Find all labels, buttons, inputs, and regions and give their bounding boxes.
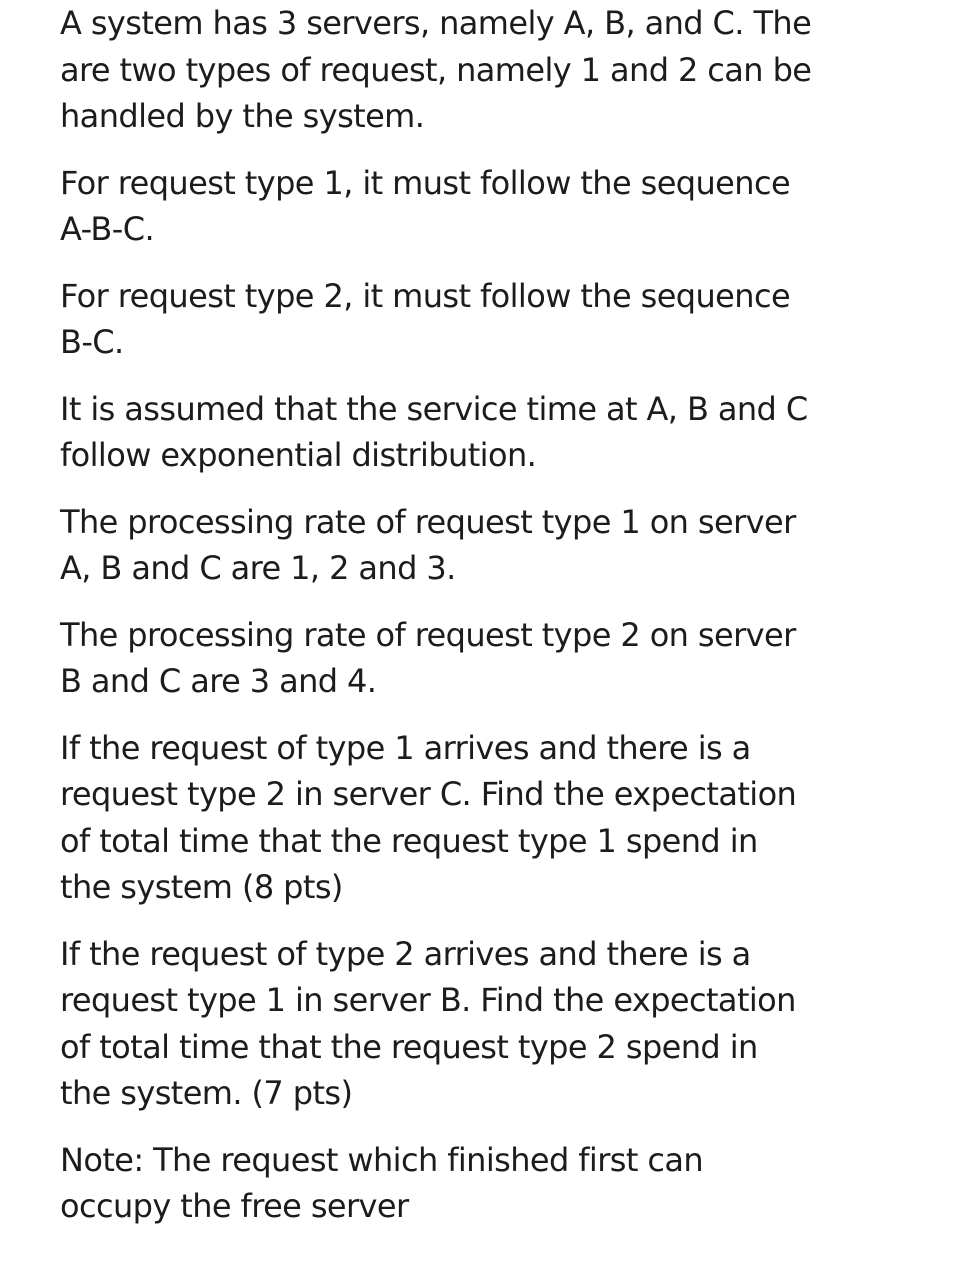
text-line: Note: The request which finished first can bbox=[60, 1140, 704, 1179]
paragraph-type1-rates bbox=[60, 499, 940, 592]
paragraph-gap bbox=[60, 366, 940, 386]
text-line: of total time that the request type 1 spend in bbox=[60, 821, 758, 860]
text-line: the system (8 pts) bbox=[60, 868, 343, 906]
text-line: of total time that the request type 2 spend in bbox=[60, 1027, 758, 1066]
text-line: For request type 1, it must follow the sequence bbox=[60, 163, 791, 202]
text-line: If the request of type 2 arrives and there is a bbox=[60, 934, 751, 973]
paragraph-gap bbox=[60, 140, 940, 160]
paragraph-system-description bbox=[60, 0, 940, 140]
paragraph-service-time bbox=[60, 386, 940, 479]
paragraph-gap bbox=[60, 479, 940, 499]
text-line: request type 1 in server B. Find the expectation bbox=[60, 981, 796, 1019]
text-line: B and C are 3 and 4. bbox=[60, 662, 377, 700]
paragraph-gap bbox=[60, 253, 940, 273]
text-line: A, B and C are 1, 2 and 3. bbox=[60, 549, 456, 587]
text-line: request type 2 in server C. Find the expectation bbox=[60, 775, 797, 813]
text-line: If the request of type 1 arrives and there is a bbox=[60, 728, 751, 767]
text-line: A-B-C. bbox=[60, 210, 155, 248]
paragraph-type1-sequence bbox=[60, 160, 940, 253]
paragraph-type2-sequence bbox=[60, 273, 940, 366]
text-line: are two types of request, namely 1 and 2 can be bbox=[60, 50, 812, 89]
paragraph-gap bbox=[60, 705, 940, 725]
text-line: the system. (7 pts) bbox=[60, 1074, 353, 1112]
text-line: For request type 2, it must follow the sequence bbox=[60, 276, 791, 315]
text-line: The processing rate of request type 1 on server bbox=[60, 502, 796, 541]
text-line: The processing rate of request type 2 on server bbox=[60, 615, 796, 654]
paragraph-gap bbox=[60, 911, 940, 931]
text-line: handled by the system. bbox=[60, 97, 425, 135]
text-line: It is assumed that the service time at A, B and C bbox=[60, 389, 808, 428]
problem-document bbox=[60, 0, 940, 1230]
paragraph-gap bbox=[60, 592, 940, 612]
text-line: B-C. bbox=[60, 323, 124, 361]
paragraph-type2-rates bbox=[60, 612, 940, 705]
paragraph-question-1 bbox=[60, 725, 940, 911]
paragraph-question-2 bbox=[60, 931, 940, 1117]
text-line: A system has 3 servers, namely A, B, and C. The bbox=[60, 4, 812, 42]
text-line: occupy the free server bbox=[60, 1187, 409, 1225]
paragraph-gap bbox=[60, 1117, 940, 1137]
paragraph-note bbox=[60, 1137, 940, 1230]
text-line: follow exponential distribution. bbox=[60, 436, 537, 474]
